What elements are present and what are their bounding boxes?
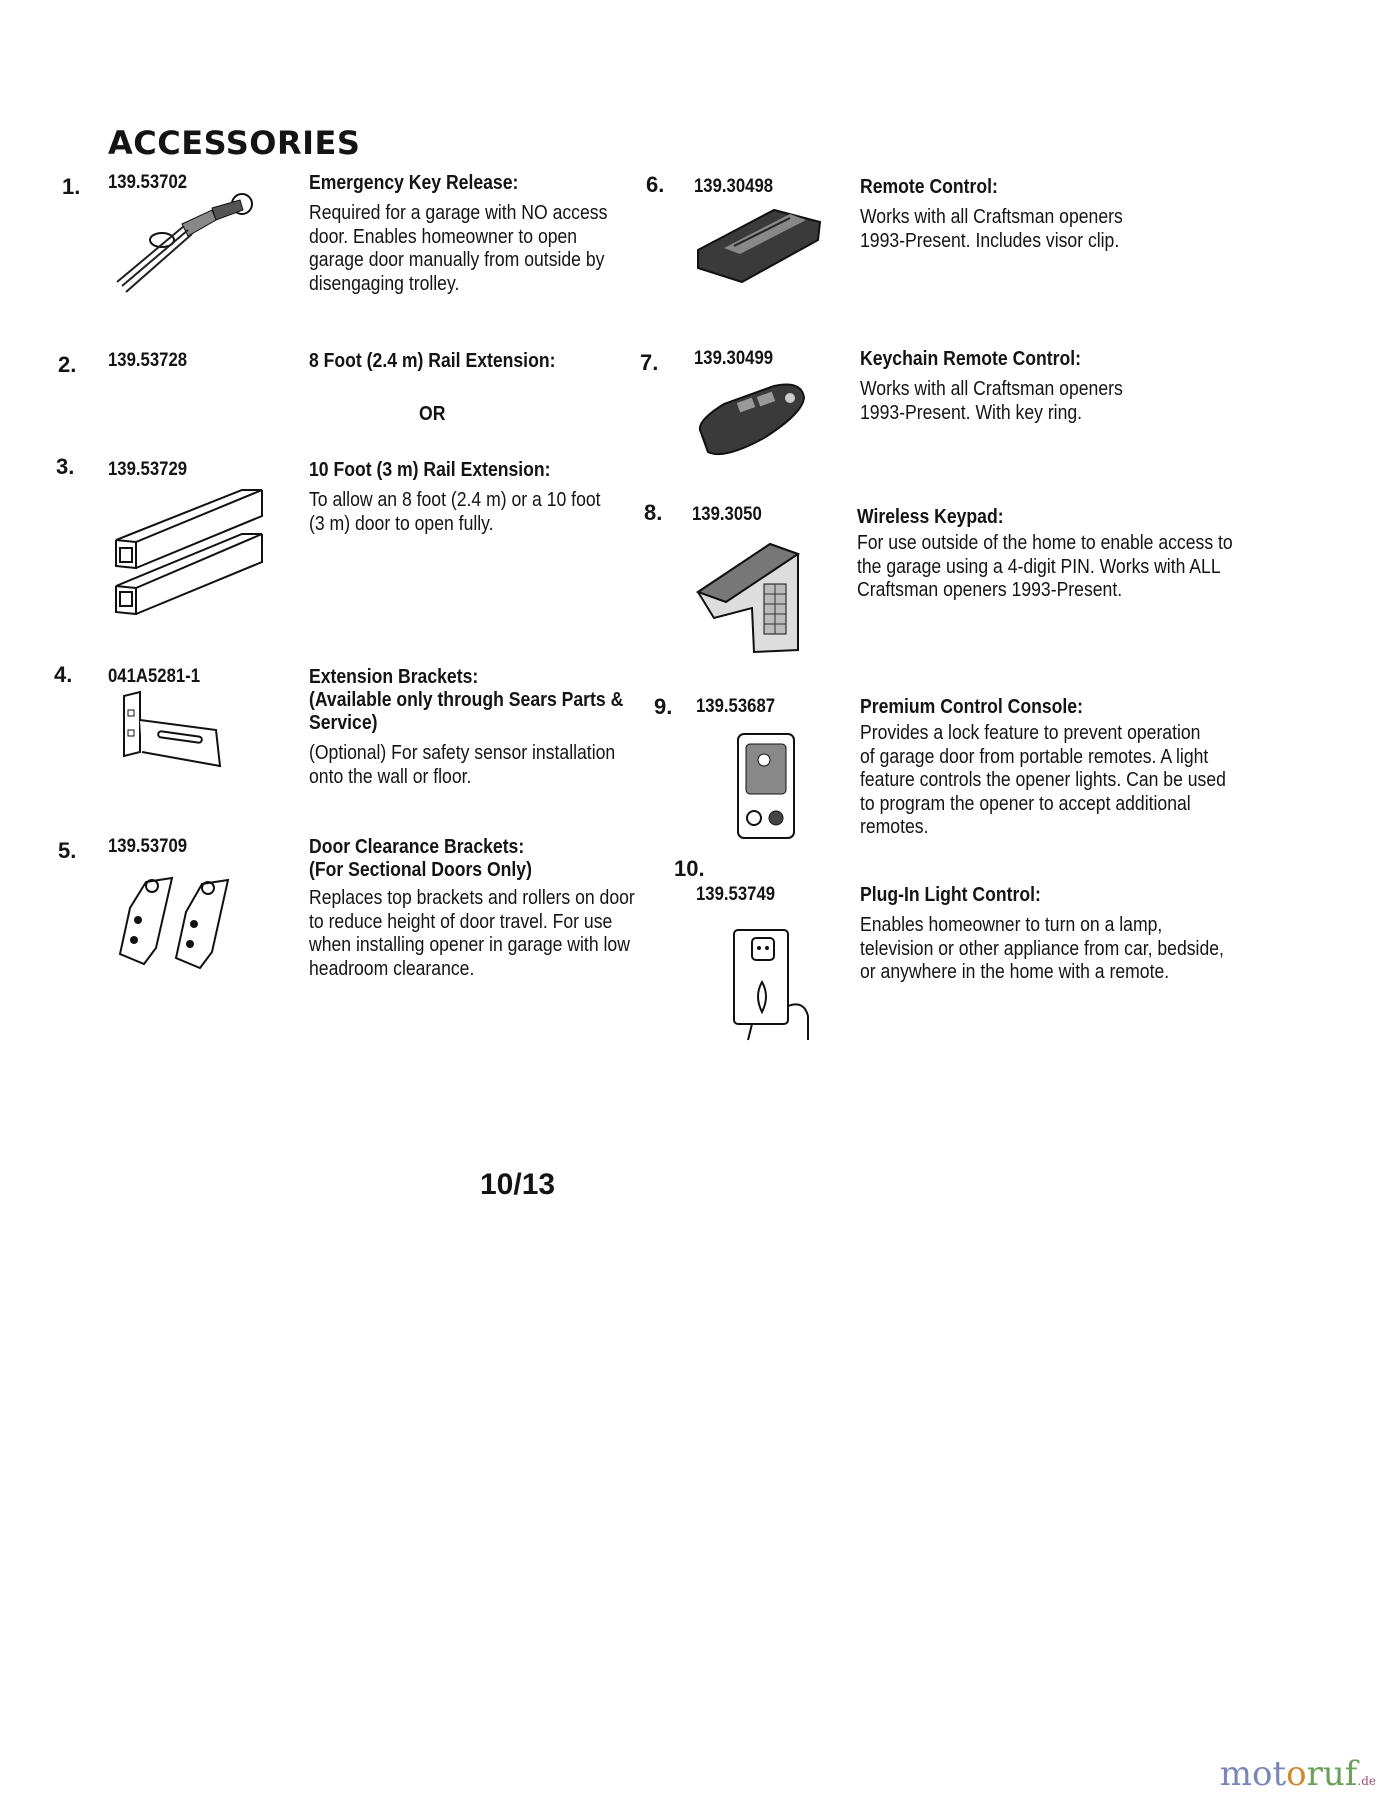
item-number: 5. [58, 838, 77, 863]
part-number: 139.30498 [694, 176, 774, 197]
control-console-icon [734, 730, 798, 842]
item-heading: Plug-In Light Control: [860, 884, 1041, 906]
item-heading: Emergency Key Release: [309, 172, 519, 194]
door-clearance-bracket-icon [116, 868, 246, 988]
part-number: 139.30499 [694, 348, 774, 369]
item-number: 9. [654, 694, 673, 719]
item-number: 7. [640, 350, 659, 375]
item-number: 1. [62, 174, 81, 199]
key-release-icon [112, 186, 262, 296]
keychain-remote-icon [694, 380, 810, 460]
item-number: 2. [58, 352, 77, 377]
part-number: 139.3050 [692, 504, 762, 525]
watermark: motoruf.de [1219, 1754, 1376, 1794]
wireless-keypad-icon [694, 538, 804, 656]
part-number: 139.53728 [108, 350, 188, 371]
plug-in-light-control-icon [724, 926, 818, 1042]
item-heading: 8 Foot (2.4 m) Rail Extension: [309, 350, 556, 372]
item-heading: 10 Foot (3 m) Rail Extension: [309, 459, 551, 481]
part-number: 041A5281-1 [108, 666, 201, 687]
item-description: For use outside of the home to enable access to the garage using a 4-digit PIN. Works with ALL Craftsman openers 1993-Present. [857, 532, 1233, 601]
item-description: Required for a garage with NO access door. Enables homeowner to open garage door manually from outside by disengaging trolley. [309, 202, 608, 295]
item-description: (Optional) For safety sensor installation onto the wall or floor. [309, 742, 616, 788]
part-number: 139.53749 [696, 884, 776, 905]
item-heading: Remote Control: [860, 176, 998, 198]
or-label: OR [419, 403, 446, 425]
part-number: 139.53709 [108, 836, 188, 857]
item-description: Replaces top brackets and rollers on door to reduce height of door travel. For use when installing opener in garage with low headroom clearance. [309, 887, 635, 980]
item-number: 10. [674, 856, 705, 881]
item-description: To allow an 8 foot (2.4 m) or a 10 foot (3 m) door to open fully. [309, 489, 601, 535]
item-number: 6. [646, 172, 665, 197]
item-description: Works with all Craftsman openers 1993-Present. Includes visor clip. [860, 206, 1123, 252]
rail-extension-icon [112, 486, 272, 616]
page-number: 10/13 [480, 1168, 556, 1201]
item-heading: Premium Control Console: [860, 696, 1083, 718]
item-number: 4. [54, 662, 73, 687]
part-number: 139.53729 [108, 459, 188, 480]
extension-bracket-icon [120, 690, 230, 770]
item-number: 8. [644, 500, 663, 525]
page-title: ACCESSORIES [108, 124, 361, 162]
item-number: 3. [56, 454, 75, 479]
part-number: 139.53702 [108, 172, 188, 193]
part-number: 139.53687 [696, 696, 776, 717]
remote-control-icon [694, 206, 824, 286]
item-description: Enables homeowner to turn on a lamp, television or other appliance from car, bedside, or anywhere in the home with a remote. [860, 914, 1224, 983]
item-heading: Door Clearance Brackets: (For Sectional Doors Only) [309, 836, 532, 881]
item-heading: Wireless Keypad: [857, 506, 1004, 528]
item-heading: Keychain Remote Control: [860, 348, 1082, 370]
item-heading: Extension Brackets: (Available only through Sears Parts & Service) [309, 666, 624, 734]
item-description: Works with all Craftsman openers 1993-Present. With key ring. [860, 378, 1123, 424]
item-description: Provides a lock feature to prevent operation of garage door from portable remotes. A light feature controls the opener lights. Can be used to program the opener to accept additional remotes. [860, 722, 1226, 838]
